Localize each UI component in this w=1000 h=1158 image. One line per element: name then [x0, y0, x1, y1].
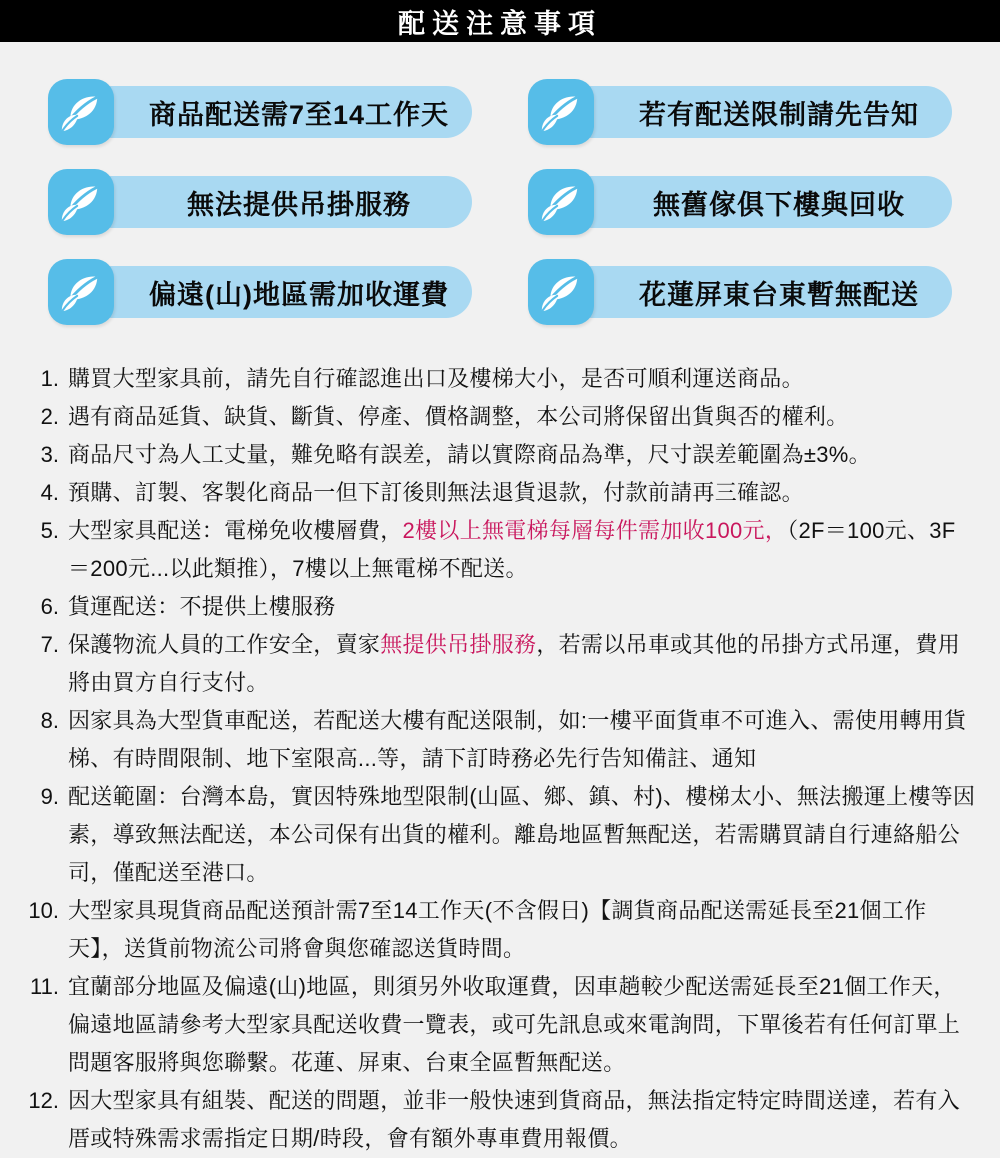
note-item — [22, 626, 976, 702]
note-segment: 貨運配送：不提供上樓服務 — [68, 594, 336, 619]
leaf-icon — [528, 79, 594, 145]
badge-label: 偏遠(山)地區需加收運費 — [149, 279, 449, 310]
note-segment: 遇有商品延貨、缺貨、斷貨、停產、價格調整，本公司將保留出貨與否的權利。 — [68, 404, 849, 429]
note-item — [22, 588, 976, 626]
delivery-badge — [528, 79, 952, 145]
section-header — [0, 0, 1000, 42]
note-number: 1. — [40, 366, 59, 391]
note-item — [22, 360, 976, 398]
note-number: 6. — [40, 594, 59, 619]
note-highlight: 無提供吊掛服務 — [380, 632, 537, 657]
note-text — [68, 968, 976, 1082]
note-text — [68, 778, 976, 892]
note-segment: 大型家具現貨商品配送預計需7至14工作天(不含假日)【調貨商品配送需延長至21個工作天】，送貨前物流公司將會與您確認送貨時間。 — [68, 898, 927, 961]
note-item — [22, 702, 976, 778]
delivery-notes-list — [0, 325, 1000, 1158]
note-number: 7. — [40, 632, 59, 657]
note-item — [22, 512, 976, 588]
badge-pill — [74, 176, 472, 228]
note-number: 10. — [28, 898, 59, 923]
badge-pill — [554, 266, 952, 318]
delivery-badge — [528, 259, 952, 325]
note-item — [22, 778, 976, 892]
note-segment: 大型家具配送：電梯免收樓層費， — [68, 518, 403, 543]
note-text — [68, 398, 976, 436]
note-item — [22, 436, 976, 474]
delivery-badge — [528, 169, 952, 235]
note-segment: 宜蘭部分地區及偏遠(山)地區，則須另外收取運費，因車趟較少配送需延長至21個工作天，偏遠地區請參考大型家具配送收費一覽表，或可先訊息或來電詢問，下單後若有任何訂單上問題客服將與您聯繫。花蓮、屏東、台東全區暫無配送。 — [68, 974, 961, 1075]
badge-pill — [74, 266, 472, 318]
delivery-badge — [48, 259, 472, 325]
badge-label: 花蓮屏東台東暫無配送 — [639, 279, 919, 310]
note-number: 5. — [40, 518, 59, 543]
note-number: 12. — [28, 1088, 59, 1113]
badge-pill — [74, 86, 472, 138]
note-text — [68, 1082, 976, 1158]
note-segment: 因家具為大型貨車配送，若配送大樓有配送限制，如:一樓平面貨車不可進入、需使用轉用貨梯、有時間限制、地下室限高...等，請下訂時務必先行告知備註、通知 — [68, 708, 967, 771]
note-segment: 保護物流人員的工作安全，賣家 — [68, 632, 381, 657]
badge-label: 無法提供吊掛服務 — [187, 189, 411, 220]
note-segment: ，若需以吊車或其他的吊掛方式吊運，費用將由買方自行支付。 — [68, 632, 961, 695]
leaf-icon — [48, 259, 114, 325]
note-text — [68, 474, 976, 512]
note-text — [68, 588, 976, 626]
note-number: 8. — [40, 708, 59, 733]
delivery-badge — [48, 79, 472, 145]
note-item — [22, 892, 976, 968]
note-segment: 因大型家具有組裝、配送的問題，並非一般快速到貨商品，無法指定特定時間送達，若有入厝或特殊需求需指定日期/時段，會有額外專車費用報價。 — [68, 1088, 961, 1151]
delivery-badges-grid — [0, 42, 1000, 325]
leaf-icon — [528, 169, 594, 235]
note-item — [22, 398, 976, 436]
note-text — [68, 702, 976, 778]
note-segment: 購買大型家具前，請先自行確認進出口及樓梯大小，是否可順利運送商品。 — [68, 366, 804, 391]
note-text — [68, 892, 976, 968]
note-text — [68, 512, 976, 588]
badge-pill — [554, 176, 952, 228]
note-number: 3. — [40, 442, 59, 467]
note-segment: （2F＝100元、3F＝200元...以此類推），7樓以上無電梯不配送。 — [68, 518, 956, 581]
note-number: 11. — [30, 974, 59, 999]
leaf-icon — [48, 169, 114, 235]
leaf-icon — [48, 79, 114, 145]
leaf-icon — [528, 259, 594, 325]
note-highlight: 2樓以上無電梯每層每件需加收100元， — [402, 518, 788, 543]
note-text — [68, 360, 976, 398]
note-number: 4. — [40, 480, 59, 505]
badge-label: 商品配送需7至14工作天 — [148, 99, 450, 130]
page-title: 配送注意事項 — [398, 8, 602, 39]
note-item — [22, 474, 976, 512]
note-text — [68, 436, 976, 474]
note-segment: 商品尺寸為人工丈量，難免略有誤差，請以實際商品為準，尺寸誤差範圍為±3%。 — [68, 442, 871, 467]
badge-label: 若有配送限制請先告知 — [639, 99, 919, 130]
note-segment: 配送範圍：台灣本島，實因特殊地型限制(山區、鄉、鎮、村)、樓梯太小、無法搬運上樓等因素，導致無法配送，本公司保有出貨的權利。離島地區暫無配送，若需購買請自行連絡船公司，僅配送至港口。 — [68, 784, 976, 885]
note-item — [22, 968, 976, 1082]
delivery-badge — [48, 169, 472, 235]
note-number: 2. — [40, 404, 59, 429]
badge-label: 無舊傢俱下樓與回收 — [653, 189, 905, 220]
note-item — [22, 1082, 976, 1158]
note-text — [68, 626, 976, 702]
note-segment: 預購、訂製、客製化商品一但下訂後則無法退貨退款，付款前請再三確認。 — [68, 480, 804, 505]
note-number: 9. — [40, 784, 59, 809]
badge-pill — [554, 86, 952, 138]
